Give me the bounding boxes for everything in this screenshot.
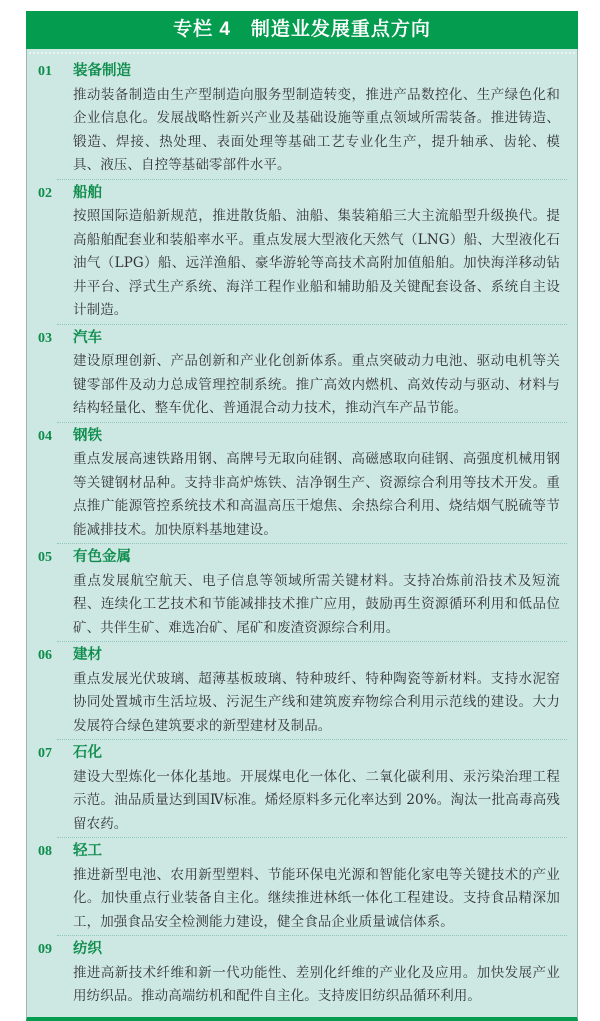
section-number: 05 xyxy=(38,550,52,565)
section-heading: 建材 xyxy=(73,647,102,663)
section-heading: 纺织 xyxy=(73,941,102,957)
section xyxy=(27,838,577,934)
section-number: 03 xyxy=(38,330,52,346)
section-content xyxy=(73,644,577,738)
section-number: 08 xyxy=(38,844,52,859)
section xyxy=(27,58,577,178)
section xyxy=(27,642,577,738)
box-header xyxy=(26,11,578,49)
section-heading: 石化 xyxy=(73,745,102,761)
section-number: 07 xyxy=(38,746,52,761)
section-heading: 汽车 xyxy=(73,329,102,346)
section-content xyxy=(73,327,577,421)
section-number: 02 xyxy=(38,185,52,201)
section-body: 重点发展高速铁路用钢、高牌号无取向硅钢、高磁感取向硅钢、高强度机械用钢等关键钢材品种。支持非高炉炼铁、洁净钢生产、资源综合利用等技术开发。重点推广能源管控系统技术和高温高压干熄焦、余热综合利用、烧结烟气脱硫等节能减排技术。加快原料基地建设。 xyxy=(73,451,560,538)
section xyxy=(27,423,577,543)
section-number: 09 xyxy=(38,942,52,957)
document-box xyxy=(26,11,578,1021)
section-content xyxy=(73,938,577,1009)
section xyxy=(27,180,577,323)
header-dotted-line xyxy=(29,52,575,54)
section-body: 重点发展光伏玻璃、超薄基板玻璃、特种玻纤、特种陶瓷等新材料。支持水泥窑协同处置城市生活垃圾、污泥生产线和建筑废弃物综合利用示范线的建设。大力发展符合绿色建筑要求的新型建材及制品。 xyxy=(73,670,560,734)
box-title: 专栏 4 制造业发展重点方向 xyxy=(173,19,431,40)
section-body: 重点发展航空航天、电子信息等领域所需关键材料。支持冶炼前沿技术及短流程、连续化工艺技术和节能减排技术推广应用，鼓励再生资源循环利用和低品位矿、共伴生矿、难选冶矿、尾矿和废渣资源综合利用。 xyxy=(73,572,560,636)
section-heading: 装备制造 xyxy=(73,63,131,79)
section-heading: 有色金属 xyxy=(73,549,131,565)
section xyxy=(27,544,577,640)
section-content xyxy=(73,60,577,178)
section-content xyxy=(73,742,577,836)
section-number: 04 xyxy=(38,428,52,444)
section-number: 01 xyxy=(38,64,52,79)
section-heading: 轻工 xyxy=(73,843,102,859)
section-body: 按照国际造船新规范，推进散货船、油船、集装箱船三大主流船型升级换代。提高船舶配套业和装船率水平。重点发展大型液化天然气（LNG）船、大型液化石油气（LPG）船、远洋渔船、豪华游轮等高技术高附加值船舶。加快海洋移动钻井平台、浮式生产系统、海洋工程作业船和辅助船及关键配套设备、系统自主设计制造。 xyxy=(73,208,560,318)
section-body: 推动装备制造由生产型制造向服务型制造转变，推进产品数控化、生产绿色化和企业信息化。发展战略性新兴产业及基础设施等重点领域所需装备。推进铸造、锻造、焊接、热处理、表面处理等基础工艺专业化生产，提升轴承、齿轮、模具、液压、自控等基础零部件水平。 xyxy=(73,86,560,173)
section xyxy=(27,936,577,1009)
section-content xyxy=(73,425,577,543)
section-body: 推进新型电池、农用新型塑料、节能环保电光源和智能化家电等关键技术的产业化。加快重点行业装备自主化。继续推进林纸一体化工程建设。支持食品精深加工，加强食品安全检测能力建设，健全食品企业质量诚信体系。 xyxy=(73,866,560,930)
section-content xyxy=(73,546,577,640)
section-body: 推进高新技术纤维和新一代功能性、差别化纤维的产业化及应用。加快发展产业用纺织品。推动高端纺机和配件自主化。支持废旧纺织品循环利用。 xyxy=(73,964,560,1004)
box-body xyxy=(26,49,578,1021)
section-heading: 钢铁 xyxy=(73,427,102,444)
section xyxy=(27,740,577,836)
sections-container xyxy=(27,58,577,1009)
section-heading: 船舶 xyxy=(73,184,102,201)
section-body: 建设大型炼化一体化基地。开展煤电化一体化、二氧化碳利用、汞污染治理工程示范。油品质量达到国Ⅳ标准。烯烃原料多元化率达到 20%。淘汰一批高毒高残留农药。 xyxy=(73,768,560,832)
section-content xyxy=(73,840,577,934)
section-number: 06 xyxy=(38,648,52,663)
section xyxy=(27,325,577,421)
section-content xyxy=(73,182,577,323)
section-body: 建设原理创新、产品创新和产业化创新体系。重点突破动力电池、驱动电机等关键零部件及动力总成管理控制系统。推广高效内燃机、高效传动与驱动、材料与结构轻量化、整车优化、普通混合动力技术，推动汽车产品节能。 xyxy=(73,353,560,416)
